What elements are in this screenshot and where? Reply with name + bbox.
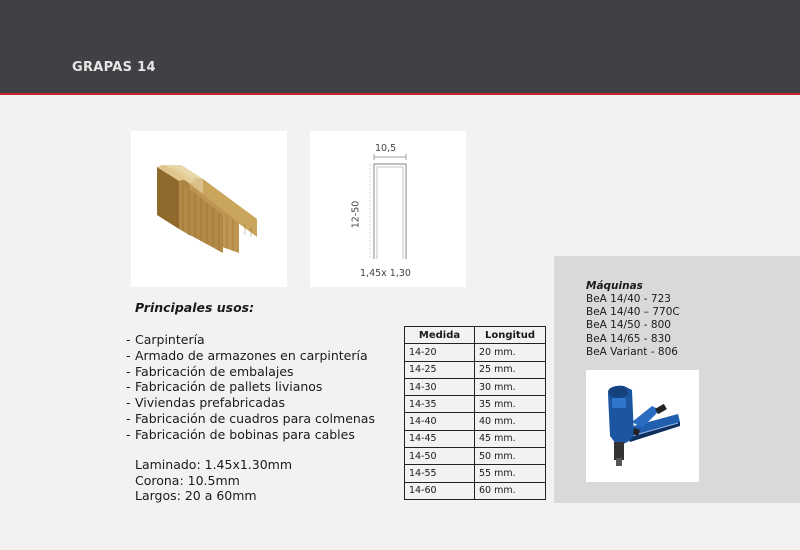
- longitud-cell: 35 mm.: [475, 396, 546, 413]
- longitud-cell: 45 mm.: [475, 430, 546, 447]
- medida-cell: 14-35: [405, 396, 475, 413]
- staples-photo: [131, 131, 287, 287]
- uses-list: [126, 332, 375, 443]
- list-item: - Fabricación de pallets livianos: [126, 379, 375, 395]
- page-header: [0, 0, 800, 93]
- medida-cell: 14-25: [405, 361, 475, 378]
- staple-outline-icon: [310, 131, 466, 287]
- table-row: [405, 361, 546, 378]
- longitud-cell: 55 mm.: [475, 465, 546, 482]
- uses-heading: Principales usos:: [135, 300, 255, 315]
- machines-heading: Máquinas: [586, 280, 643, 292]
- list-item: BeA 14/65 - 830: [586, 332, 671, 345]
- medida-cell: 14-30: [405, 378, 475, 395]
- longitud-cell: 20 mm.: [475, 344, 546, 361]
- table-row: [405, 413, 546, 430]
- page-title: GRAPAS 14: [72, 60, 156, 75]
- list-item: BeA 14/40 – 770C: [586, 306, 680, 319]
- corona-spec: Corona: 10.5mm: [135, 472, 240, 488]
- medida-cell: 14-40: [405, 413, 475, 430]
- medida-cell: 14-60: [405, 482, 475, 499]
- table-row: [405, 465, 546, 482]
- sizes-table: [404, 326, 546, 500]
- machines-list: [586, 293, 680, 359]
- list-item: - Armado de armazones en carpintería: [126, 348, 375, 364]
- column-header-medida: Medida: [405, 327, 475, 344]
- staple-strips-photo-icon: [131, 131, 287, 287]
- table-header-row: [405, 327, 546, 344]
- list-item: BeA 14/50 - 800: [586, 319, 671, 332]
- medida-cell: 14-20: [405, 344, 475, 361]
- list-item: - Fabricación de bobinas para cables: [126, 427, 375, 443]
- medida-cell: 14-50: [405, 448, 475, 465]
- longitud-cell: 60 mm.: [475, 482, 546, 499]
- list-item: - Fabricación de cuadros para colmenas: [126, 411, 375, 427]
- longitud-cell: 25 mm.: [475, 361, 546, 378]
- leg-length-label: 12-50: [350, 200, 362, 229]
- wire-section-label: 1,45x 1,30: [360, 268, 411, 279]
- longitud-cell: 40 mm.: [475, 413, 546, 430]
- laminado-spec: Laminado: 1.45x1.30mm: [135, 457, 293, 472]
- crown-width-label: 10,5: [375, 143, 397, 154]
- list-item: BeA 14/40 - 723: [586, 293, 671, 305]
- specs-block: [135, 457, 292, 504]
- table-row: [405, 482, 546, 499]
- list-item: BeA Variant - 806: [586, 345, 678, 358]
- pneumatic-stapler-photo-icon: [586, 370, 699, 482]
- header-accent-line: [0, 93, 800, 95]
- column-header-longitud: Longitud: [475, 327, 546, 344]
- table-row: [405, 396, 546, 413]
- medida-cell: 14-45: [405, 430, 475, 447]
- list-item: - Fabricación de embalajes: [126, 364, 375, 380]
- list-item: - Carpintería: [126, 332, 375, 348]
- largos-spec: Largos: 20 a 60mm: [135, 488, 257, 503]
- list-item: - Viviendas prefabricadas: [126, 395, 375, 411]
- staple-dimension-diagram: [310, 131, 466, 287]
- tool-photo: [586, 370, 699, 482]
- table-row: [405, 430, 546, 447]
- longitud-cell: 30 mm.: [475, 378, 546, 395]
- table-row: [405, 378, 546, 395]
- table-row: [405, 448, 546, 465]
- longitud-cell: 50 mm.: [475, 448, 546, 465]
- table-row: [405, 344, 546, 361]
- medida-cell: 14-55: [405, 465, 475, 482]
